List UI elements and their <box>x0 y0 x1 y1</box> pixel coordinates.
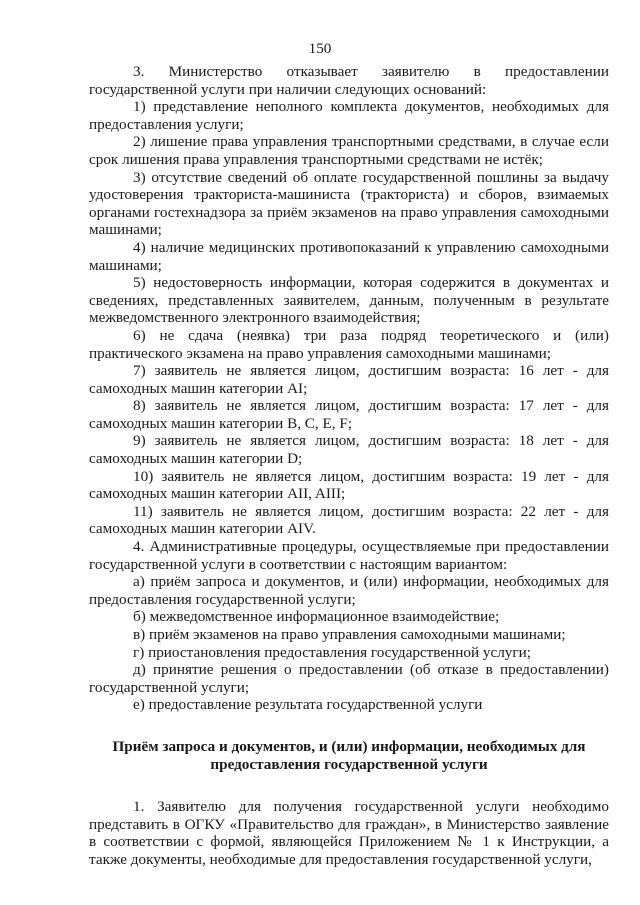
list-item-ground-8: 8) заявитель не является лицом, достигшим возраста: 17 лет - для самоходных машин категории B, C, E, F; <box>89 397 609 432</box>
list-item-procedure-d: д) принятие решения о предоставлении (об отказе в предоставлении) государственной услуги; <box>89 661 609 696</box>
list-item-procedure-b: б) межведомственное информационное взаимодействие; <box>133 608 500 626</box>
list-item-procedure-v: в) приём экзаменов на право управления самоходными машинами; <box>133 626 566 643</box>
list-item-ground-3: 3) отсутствие сведений об оплате государственной пошлины за выдачу удостоверения тракториста-машиниста (тракториста) и сборов, взимаемых органами гостехнадзора за приём экзаменов на право управления самоходными машинами; <box>89 168 609 239</box>
list-item-ground-4: 4) наличие медицинских противопоказаний к управлению самоходными машинами; <box>89 238 609 274</box>
list-item-ground-1: 1) представление неполного комплекта документов, необходимых для предоставления услуги; <box>89 98 609 133</box>
list-item-ground-9: 9) заявитель не является лицом, достигшим возраста: 18 лет - для самоходных машин категории D; <box>89 432 609 468</box>
page-number: 150 <box>308 40 332 57</box>
list-item-ground-5: 5) недостоверность информации, которая содержится в документах и сведениях, представленных заявителем, данным, полученным в результате межведомственного электронного взаимодействия; <box>89 274 609 327</box>
list-item-ground-11: 11) заявитель не является лицом, достигшим возраста: 22 лет - для самоходных машин категории AIV. <box>89 502 609 538</box>
list-item-ground-2: 2) лишение права управления транспортными средствами, в случае если срок лишения права управления транспортными средствами не истёк; <box>89 133 609 168</box>
list-item-ground-6: 6) не сдача (неявка) три раза подряд теоретического и (или) практического экзамена на право управления самоходными машинами; <box>89 326 609 362</box>
list-item-procedure-e: е) предоставление результата государственной услуги <box>133 696 483 714</box>
list-item-procedure-g: г) приостановления предоставления государственной услуги; <box>133 643 531 661</box>
section-heading: Приём запроса и документов, и (или) информации, необходимых для предоставления государственной услуги <box>112 737 586 773</box>
paragraph-refusal-grounds: 3. Министерство отказывает заявителю в предоставлении государственной услуги при наличии следующих оснований: <box>89 63 609 98</box>
paragraph-application-submission: 1. Заявителю для получения государственной услуги необходимо представить в ОГКУ «Правительство для граждан», в Министерство заявление в соответствии с формой, являющейся Приложением № 1 к Инструкции, а также документы, необходимые для предоставления государственной услуги, <box>89 797 609 868</box>
document-body <box>89 63 609 868</box>
list-item-ground-10: 10) заявитель не является лицом, достигшим возраста: 19 лет - для самоходных машин категории AII, AIII; <box>89 467 609 503</box>
list-item-ground-7: 7) заявитель не является лицом, достигшим возраста: 16 лет - для самоходных машин категории AI; <box>89 362 609 397</box>
list-item-procedure-a: а) приём запроса и документов, и (или) информации, необходимых для предоставления государственной услуги; <box>89 573 609 608</box>
paragraph-admin-procedures: 4. Административные процедуры, осуществляемые при предоставлении государственной услуги в соответствии с настоящим вариантом: <box>89 538 609 573</box>
